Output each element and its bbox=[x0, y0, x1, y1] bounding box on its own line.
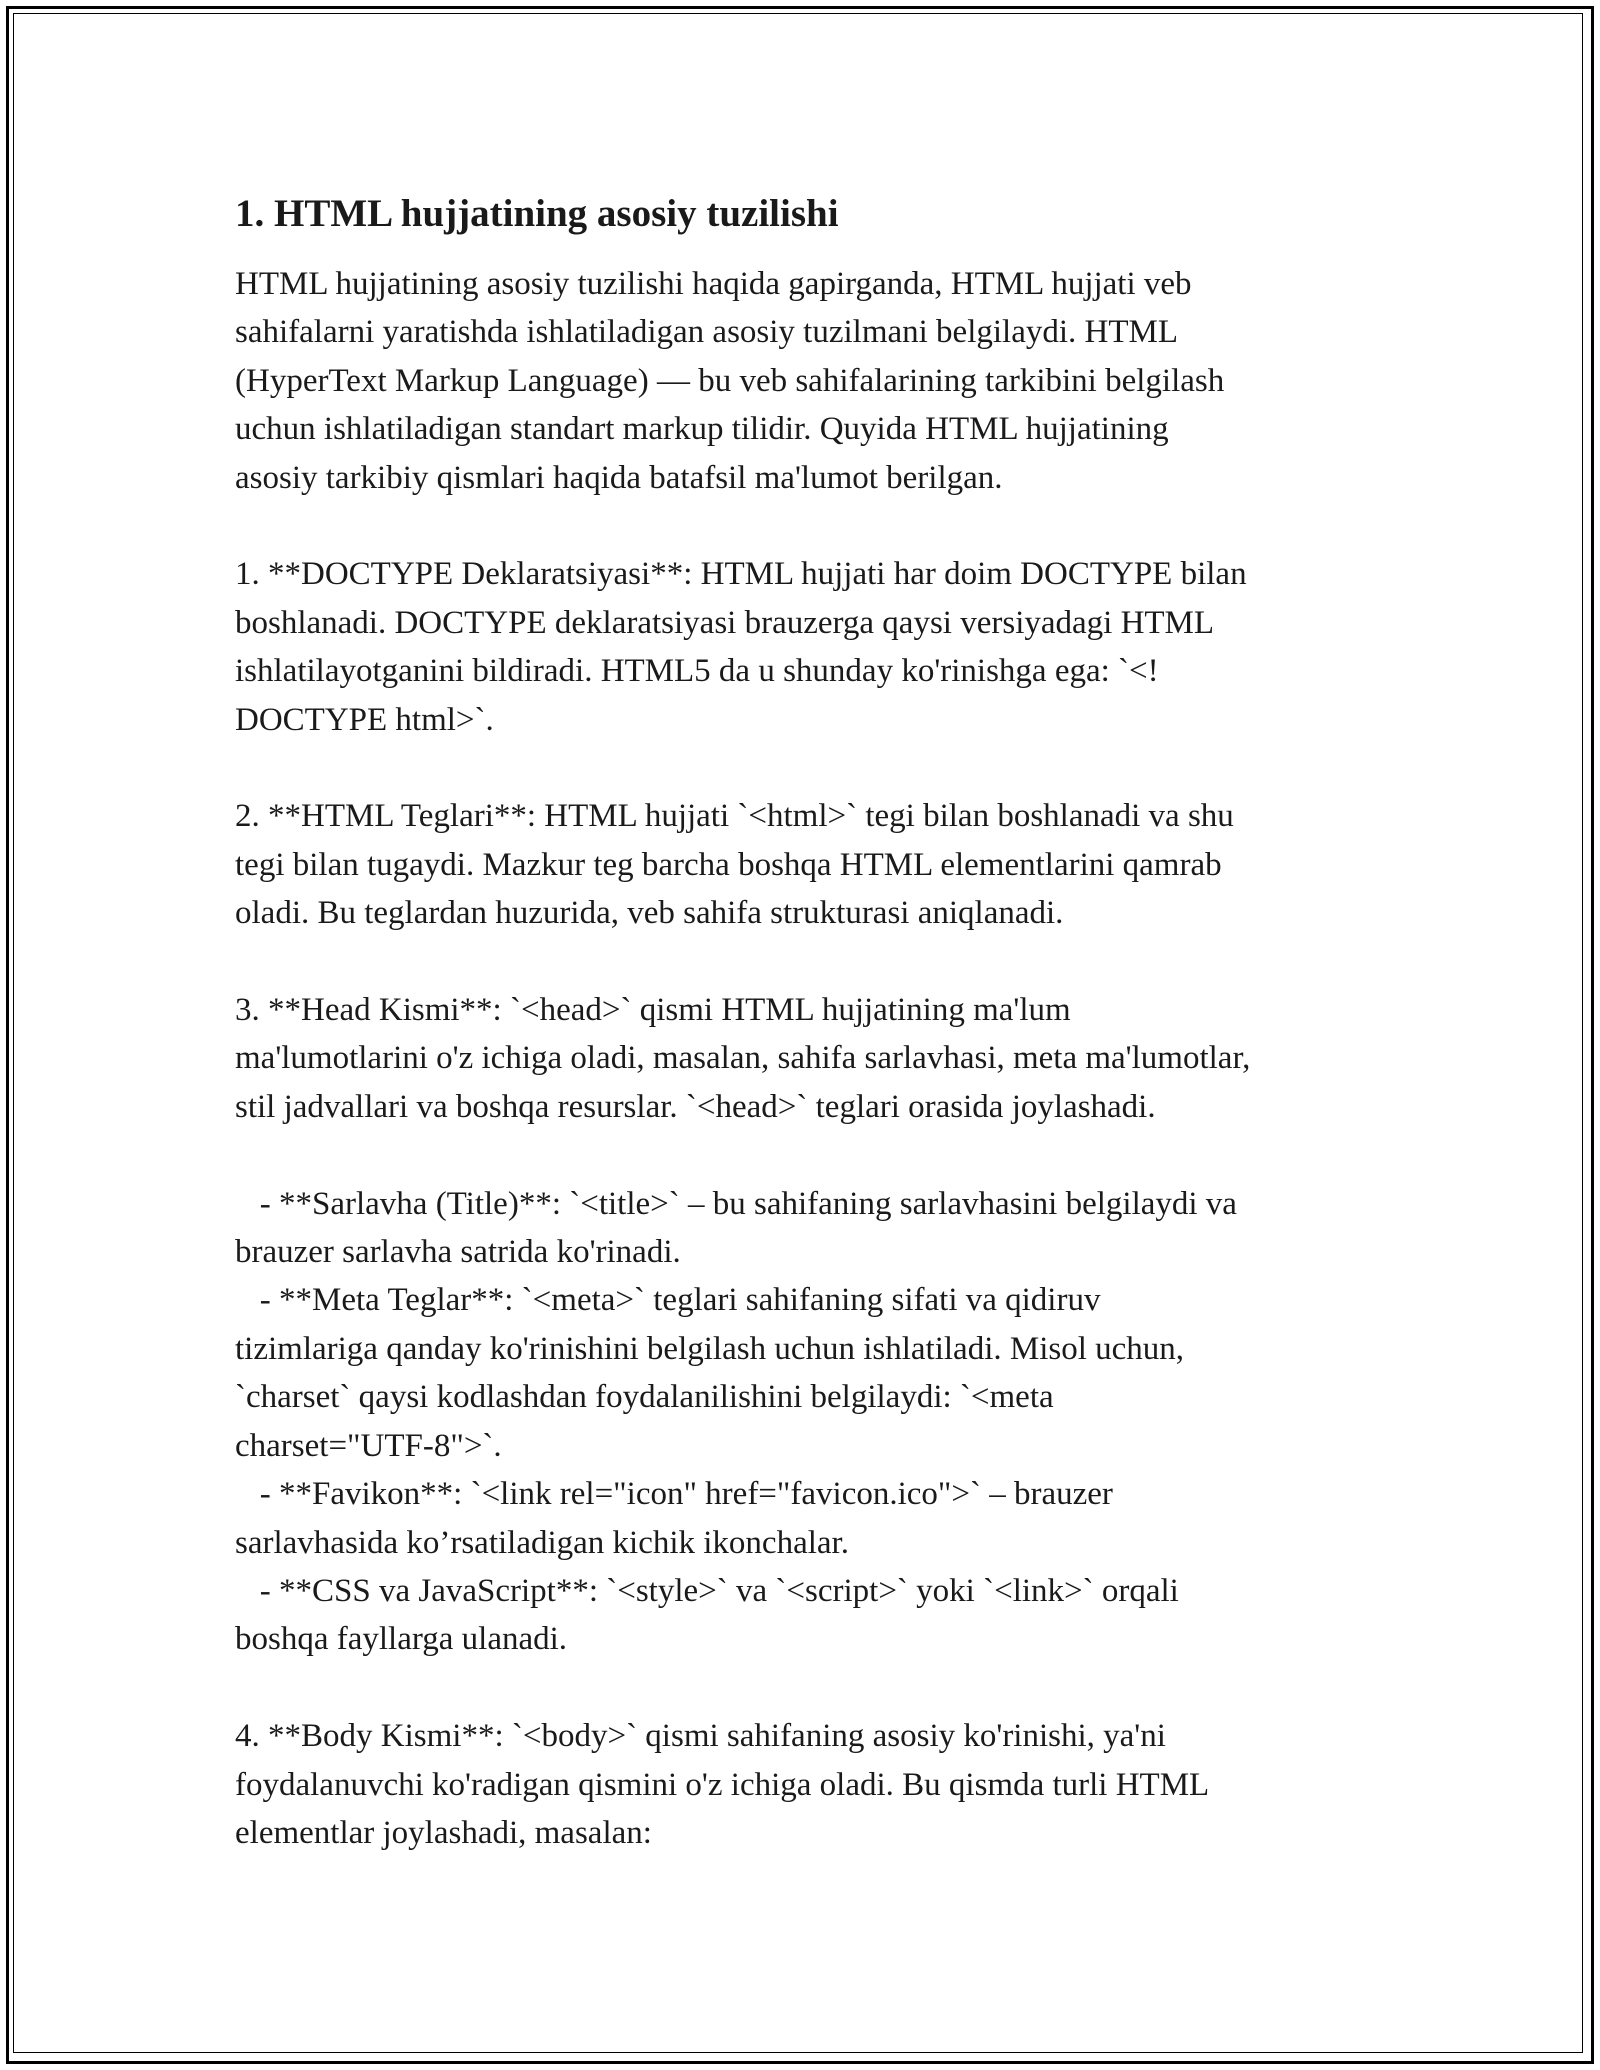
document-body bbox=[235, 188, 1375, 1857]
paragraph-spacer bbox=[235, 938, 1375, 986]
head-section-paragraph: 3. **Head Kismi**: `<head>` qismi HTML hujjatining ma'lum ma'lumotlarini o'z ichiga oladi, masalan, sahifa sarlavhasi, meta ma'lumotlar, stil jadvallari va boshqa resurslar. `<head>` teglari orasida joylashadi. bbox=[235, 992, 1251, 1125]
section-heading: 1. HTML hujjatining asosiy tuzilishi bbox=[235, 192, 839, 235]
doctype-paragraph: 1. **DOCTYPE Deklaratsiyasi**: HTML hujjati har doim DOCTYPE bilan boshlanadi. DOCTYPE deklaratsiyasi brauzerga qaysi versiyadagi HTML ishlatilayotganini bildiradi. HTML5 da u shunday ko'rinishga ega: `<! DOCTYPE html>`. bbox=[235, 556, 1247, 738]
paragraph-spacer bbox=[235, 1664, 1375, 1712]
intro-paragraph: HTML hujjatining asosiy tuzilishi haqida gapirganda, HTML hujjati veb sahifalarni yaratishda ishlatiladigan asosiy tuzilmani belgilaydi. HTML (HyperText Markup Language) — bu veb sahifalarining tarkibini belgilash uchun ishlatiladigan standart markup tilidir. Quyida HTML hujjatining asosiy tarkibiy qismlari haqida batafsil ma'lumot berilgan. bbox=[235, 266, 1225, 496]
body-section-paragraph: 4. **Body Kismi**: `<body>` qismi sahifaning asosiy ko'rinishi, ya'ni foydalanuvchi ko'radigan qismini o'z ichiga oladi. Bu qismda turli HTML elementlar joylashadi, masalan: bbox=[235, 1718, 1210, 1851]
paragraph-spacer bbox=[235, 1131, 1375, 1179]
paragraph-spacer bbox=[235, 744, 1375, 792]
html-tags-paragraph: 2. **HTML Teglari**: HTML hujjati `<html>` tegi bilan boshlanadi va shu tegi bilan tugaydi. Mazkur teg barcha boshqa HTML elementlarini qamrab oladi. Bu teglardan huzurida, veb sahifa strukturasi aniqlanadi. bbox=[235, 798, 1234, 932]
head-subitems-list: - **Sarlavha (Title)**: `<title>` – bu sahifaning sarlavhasini belgilaydi va brauzer sarlavha satrida ko'rinadi. - **Meta Teglar**: `<meta>` teglari sahifaning sifati va qidiruv tizimlariga qanday ko'rinishini belgilash uchun ishlatiladi. Misol uchun, `charset` qaysi kodlashdan foydalanilishini belgilaydi: `<meta charset="UTF-8">`. - **Favikon**: `<link rel="icon" href="favicon.ico">` – brauzer sarlavhasida ko’rsatiladigan kichik ikonchalar. - **CSS va JavaScript**: `<style>` va `<script>` yoki `<link>` orqali boshqa fayllarga ulanadi. bbox=[235, 1185, 1237, 1658]
paragraph-spacer bbox=[235, 502, 1375, 550]
